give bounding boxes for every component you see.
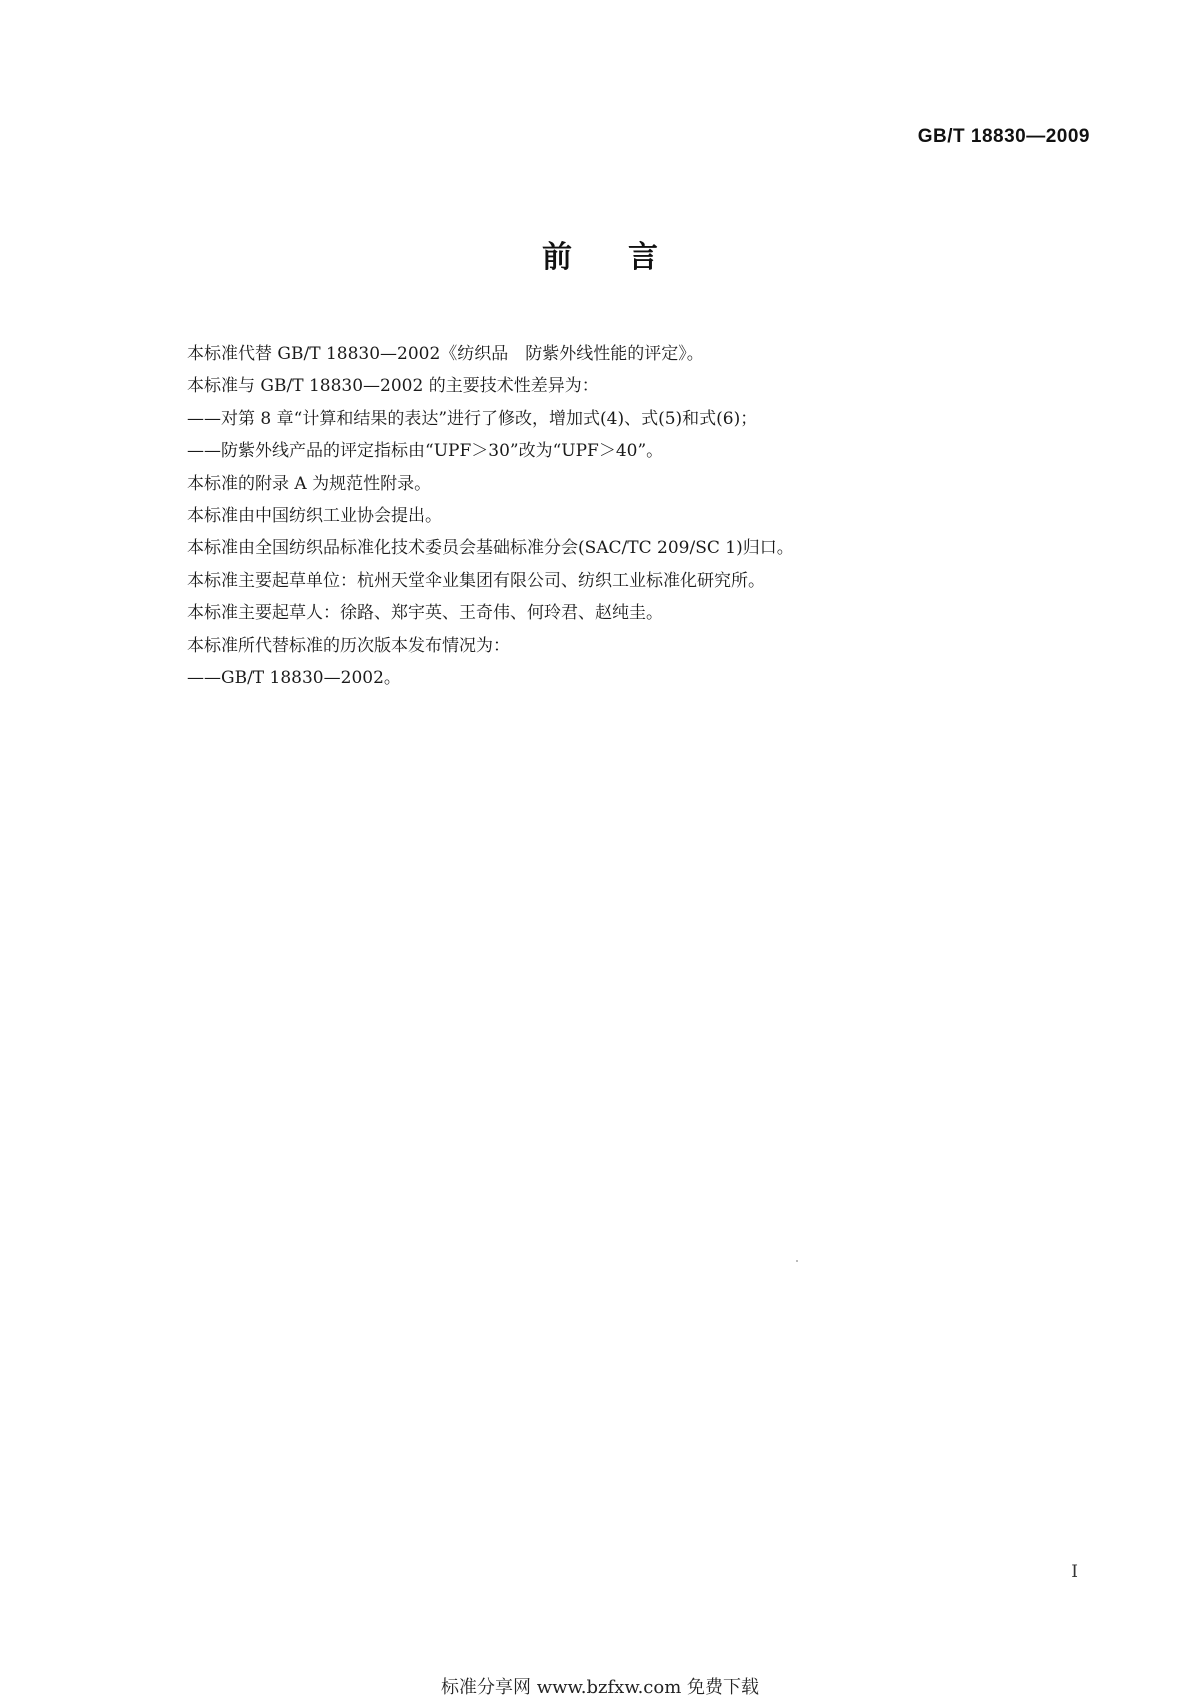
paragraph: 本标准所代替标准的历次版本发布情况为： [187,635,510,656]
scan-speck [796,1260,798,1262]
preface-body [187,338,1087,694]
standard-code: GB/T 18830—2009 [917,126,1090,147]
paragraph: 本标准主要起草单位：杭州天堂伞业集团有限公司、纺织工业标准化研究所。 [187,570,765,591]
paragraph: ——防紫外线产品的评定指标由“UPF＞30”改为“UPF＞40”。 [187,441,664,462]
page-number: I [1071,1562,1078,1582]
page-title: 前言 [542,240,714,275]
paragraph: 本标准由全国纺织品标准化技术委员会基础标准分会(SAC/TC 209/SC 1)归口。 [187,538,794,559]
paragraph: ——对第 8 章“计算和结果的表达”进行了修改，增加式(4)、式(5)和式(6)； [187,408,758,429]
paragraph: 本标准与 GB/T 18830—2002 的主要技术性差异为： [187,376,599,397]
paragraph: 本标准的附录 A 为规范性附录。 [187,473,432,494]
paragraph: 本标准主要起草人：徐路、郑宇英、王奇伟、何玲君、赵纯圭。 [187,603,663,624]
paragraph: ——GB/T 18830—2002。 [187,668,401,689]
paragraph: 本标准代替 GB/T 18830—2002《纺织品 防紫外线性能的评定》。 [187,344,704,364]
footer-watermark: 标准分享网 www.bzfxw.com 免费下载 [440,1677,760,1698]
paragraph: 本标准由中国纺织工业协会提出。 [187,506,442,527]
